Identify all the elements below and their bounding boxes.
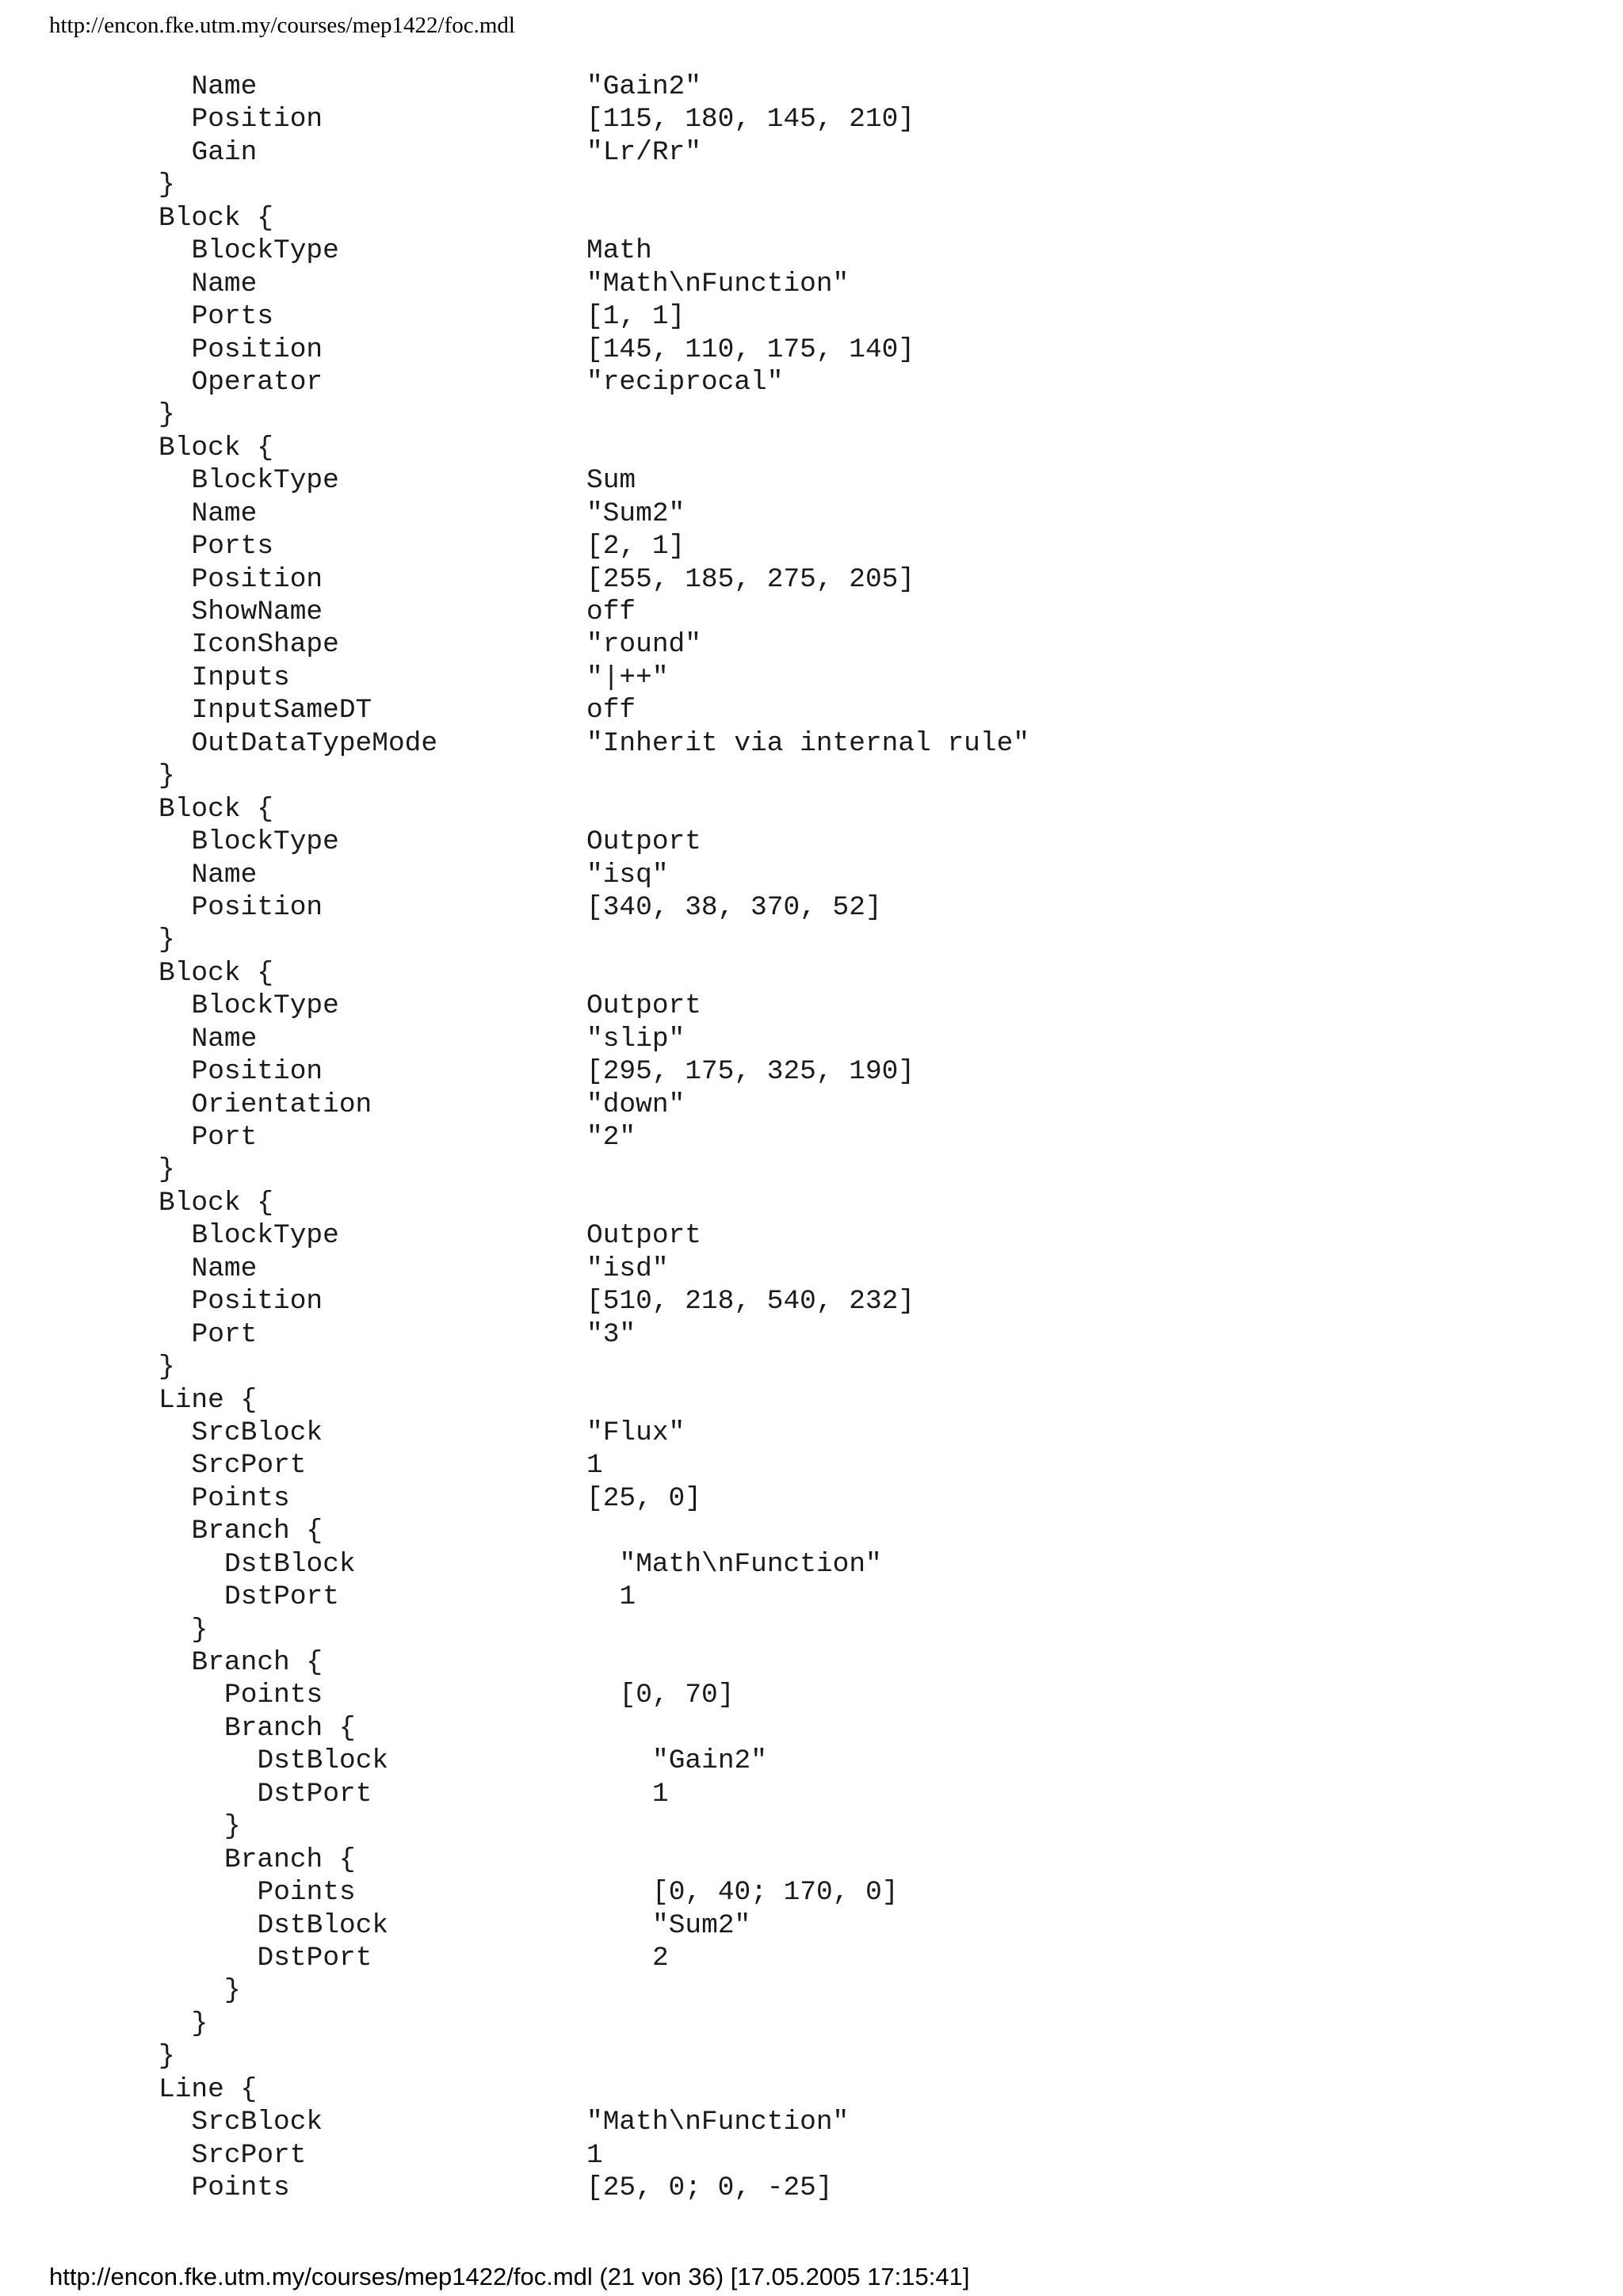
code-line	[0, 1417, 1623, 1449]
code-value: "round"	[586, 629, 701, 661]
code-listing	[0, 71, 1623, 2204]
code-keyword: SrcPort	[191, 1450, 307, 1482]
code-line	[0, 103, 1623, 135]
code-keyword: }	[158, 1154, 175, 1186]
code-line	[0, 71, 1623, 103]
code-line	[0, 1089, 1623, 1121]
code-keyword: DstBlock	[224, 1548, 356, 1580]
code-keyword: Ports	[191, 301, 274, 333]
code-keyword: Block {	[158, 793, 273, 825]
code-keyword: Port	[191, 1318, 258, 1350]
code-line	[0, 1778, 1623, 1810]
code-keyword: Ports	[191, 531, 274, 563]
code-keyword: OutDataTypeMode	[191, 727, 438, 759]
code-keyword: Points	[191, 2172, 290, 2203]
code-keyword: Points	[191, 1482, 290, 1514]
code-value: [510, 218, 540, 232]	[586, 1286, 915, 1318]
code-line	[0, 1187, 1623, 1219]
code-line	[0, 334, 1623, 366]
code-line	[0, 727, 1623, 760]
code-value: 2	[652, 1942, 669, 1974]
code-keyword: Position	[191, 891, 323, 923]
code-line	[0, 1909, 1623, 1942]
code-value: [0, 70]	[619, 1680, 735, 1711]
code-keyword: }	[158, 399, 175, 431]
code-value: Outport	[586, 826, 701, 858]
code-value: "Math\nFunction"	[586, 2107, 850, 2138]
code-keyword: Position	[191, 563, 323, 595]
code-keyword: DstBlock	[257, 1745, 389, 1777]
code-keyword: Operator	[191, 366, 323, 398]
code-line	[0, 990, 1623, 1022]
code-line	[0, 1548, 1623, 1581]
code-value: Math	[586, 235, 652, 267]
code-value: [2, 1]	[586, 531, 685, 563]
code-line	[0, 1810, 1623, 1843]
code-value: Sum	[586, 465, 636, 497]
code-keyword: Port	[191, 1122, 258, 1153]
code-keyword: DstPort	[224, 1581, 339, 1613]
code-keyword: Branch {	[224, 1712, 356, 1744]
code-value: "Sum2"	[586, 498, 685, 529]
code-keyword: Inputs	[191, 662, 290, 693]
code-line	[0, 1515, 1623, 1547]
code-line	[0, 1712, 1623, 1745]
code-keyword: Gain	[191, 136, 258, 168]
code-keyword: Block {	[158, 432, 273, 463]
code-value: "Inherit via internal rule"	[586, 727, 1029, 759]
code-line	[0, 1876, 1623, 1909]
code-keyword: BlockType	[191, 235, 339, 267]
code-line	[0, 432, 1623, 464]
code-value: "Sum2"	[652, 1909, 751, 1941]
code-keyword: }	[158, 925, 175, 956]
code-keyword: }	[224, 1975, 241, 2007]
code-line	[0, 826, 1623, 858]
code-line	[0, 859, 1623, 891]
code-line	[0, 498, 1623, 530]
code-value: [25, 0]	[586, 1482, 701, 1514]
code-value: 1	[586, 1450, 603, 1482]
code-line	[0, 1253, 1623, 1285]
code-line	[0, 662, 1623, 694]
code-keyword: Block {	[158, 1187, 273, 1219]
code-keyword: BlockType	[191, 826, 339, 858]
code-value: [295, 175, 325, 190]	[586, 1056, 915, 1088]
code-line	[0, 366, 1623, 399]
code-value: "slip"	[586, 1023, 685, 1055]
code-keyword: }	[224, 1811, 241, 1843]
code-value: "Lr/Rr"	[586, 136, 701, 168]
code-keyword: ShowName	[191, 597, 323, 627]
code-line	[0, 628, 1623, 661]
code-line	[0, 530, 1623, 563]
code-value: "Gain2"	[586, 71, 701, 102]
code-keyword: BlockType	[191, 990, 339, 1022]
code-value: [1, 1]	[586, 301, 685, 333]
code-line	[0, 1449, 1623, 1482]
code-line	[0, 399, 1623, 431]
code-line	[0, 891, 1623, 924]
code-line	[0, 760, 1623, 792]
code-line	[0, 596, 1623, 628]
code-keyword: Branch {	[191, 1516, 323, 1547]
code-line	[0, 1219, 1623, 1252]
code-value: [115, 180, 145, 210]	[586, 104, 915, 135]
code-line	[0, 268, 1623, 300]
page-footer: http://encon.fke.utm.my/courses/mep1422/foc.mdl (21 von 36) [17.05.2005 17:15:41]	[49, 2263, 970, 2290]
code-line	[0, 1844, 1623, 1876]
code-line	[0, 1581, 1623, 1613]
code-keyword: SrcBlock	[191, 2107, 323, 2138]
code-line	[0, 136, 1623, 169]
code-keyword: }	[158, 1352, 175, 1383]
code-line	[0, 2139, 1623, 2172]
code-value: 1	[619, 1581, 636, 1613]
code-line	[0, 694, 1623, 727]
code-keyword: }	[158, 761, 175, 792]
code-value: "down"	[586, 1089, 685, 1120]
code-keyword: Name	[191, 859, 258, 891]
code-keyword: IconShape	[191, 629, 339, 661]
code-line	[0, 1482, 1623, 1515]
code-keyword: }	[158, 2041, 175, 2073]
code-value: "Math\nFunction"	[619, 1548, 882, 1580]
code-keyword: Line {	[158, 2073, 258, 2105]
code-value: "3"	[586, 1318, 636, 1350]
code-line	[0, 1055, 1623, 1088]
code-keyword: BlockType	[191, 465, 339, 497]
code-line	[0, 1646, 1623, 1679]
code-value: [340, 38, 370, 52]	[586, 891, 882, 923]
code-value: "isq"	[586, 859, 669, 891]
code-keyword: Position	[191, 104, 323, 135]
code-keyword: DstPort	[257, 1942, 372, 1974]
code-keyword: Line {	[158, 1384, 258, 1416]
code-line	[0, 2008, 1623, 2040]
code-value: "Math\nFunction"	[586, 268, 850, 299]
code-keyword: SrcPort	[191, 2139, 307, 2171]
code-keyword: Branch {	[191, 1647, 323, 1678]
code-keyword: DstBlock	[257, 1909, 389, 1941]
code-keyword: Position	[191, 334, 323, 365]
code-line	[0, 957, 1623, 990]
code-line	[0, 924, 1623, 956]
code-keyword: Position	[191, 1286, 323, 1318]
code-value: [0, 40; 170, 0]	[652, 1877, 899, 1909]
code-value: off	[586, 695, 636, 727]
code-keyword: Block {	[158, 957, 273, 989]
code-line	[0, 2172, 1623, 2204]
code-keyword: Orientation	[191, 1089, 372, 1120]
code-value: off	[586, 597, 636, 627]
code-line	[0, 202, 1623, 235]
code-line	[0, 1974, 1623, 2007]
code-line	[0, 1745, 1623, 1777]
code-line	[0, 1285, 1623, 1318]
code-keyword: Name	[191, 1253, 258, 1284]
code-value: [145, 110, 175, 140]	[586, 334, 915, 365]
code-keyword: Points	[224, 1680, 323, 1711]
code-value: 1	[586, 2139, 603, 2171]
code-line	[0, 1679, 1623, 1711]
code-line	[0, 793, 1623, 826]
code-line	[0, 235, 1623, 267]
code-value: [255, 185, 275, 205]	[586, 563, 915, 595]
code-line	[0, 464, 1623, 497]
code-keyword: Block {	[158, 202, 273, 234]
code-value: Outport	[586, 990, 701, 1022]
code-line	[0, 2040, 1623, 2073]
code-value: "isd"	[586, 1253, 669, 1284]
code-value: 1	[652, 1778, 669, 1810]
code-keyword: Name	[191, 268, 258, 299]
code-line	[0, 1384, 1623, 1417]
code-line	[0, 2106, 1623, 2138]
code-keyword: Name	[191, 498, 258, 529]
code-keyword: Name	[191, 1023, 258, 1055]
code-keyword: }	[158, 170, 175, 201]
code-value: "Gain2"	[652, 1745, 767, 1777]
code-keyword: }	[191, 1614, 208, 1646]
code-value: Outport	[586, 1220, 701, 1252]
code-keyword: Position	[191, 1056, 323, 1088]
code-line	[0, 1023, 1623, 1055]
code-line	[0, 1614, 1623, 1646]
code-keyword: SrcBlock	[191, 1417, 323, 1448]
code-line	[0, 1154, 1623, 1186]
code-keyword: InputSameDT	[191, 695, 372, 727]
page-header-url: http://encon.fke.utm.my/courses/mep1422/foc.mdl	[49, 13, 515, 38]
code-value: "|++"	[586, 662, 669, 693]
code-value: "reciprocal"	[586, 366, 784, 398]
code-keyword: Points	[257, 1877, 356, 1909]
code-keyword: Branch {	[224, 1844, 356, 1875]
code-keyword: Name	[191, 71, 258, 102]
code-line	[0, 300, 1623, 333]
code-value: [25, 0; 0, -25]	[586, 2172, 833, 2203]
code-value: "Flux"	[586, 1417, 685, 1448]
code-line	[0, 1121, 1623, 1154]
code-line	[0, 1351, 1623, 1383]
code-line	[0, 563, 1623, 596]
code-line	[0, 1318, 1623, 1351]
code-line	[0, 2073, 1623, 2106]
code-keyword: }	[191, 2008, 208, 2039]
code-line	[0, 1942, 1623, 1974]
code-keyword: BlockType	[191, 1220, 339, 1252]
code-keyword: DstPort	[257, 1778, 372, 1810]
code-value: "2"	[586, 1122, 636, 1153]
code-line	[0, 169, 1623, 201]
